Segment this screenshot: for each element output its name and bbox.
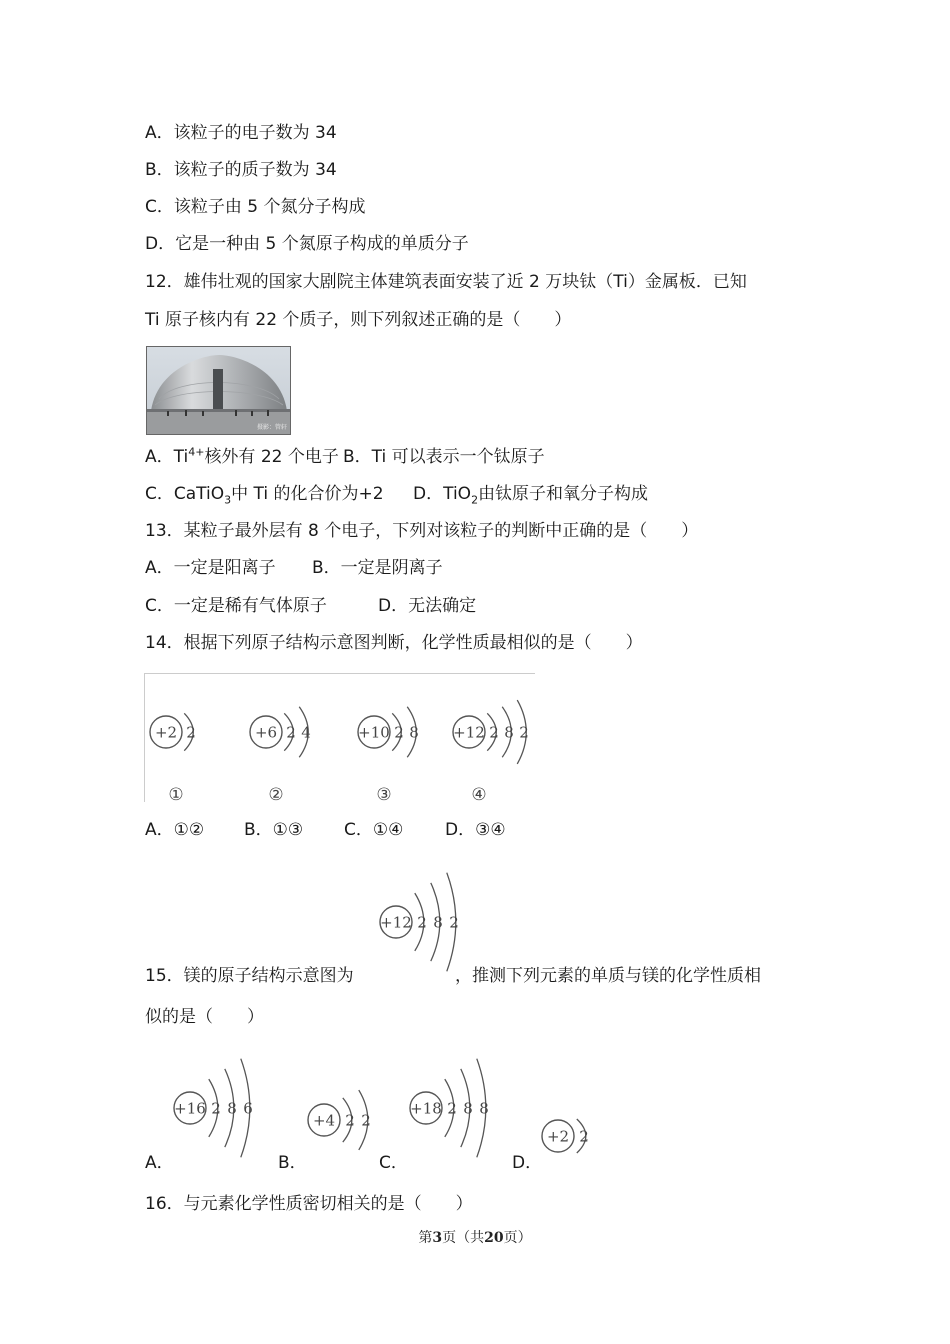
q14-atom-4-shell-electrons-1: 2 — [489, 723, 499, 742]
q11-option-c: C．该粒子由 5 个氮分子构成 — [145, 197, 366, 217]
q15-mg-nucleus-charge: +12 — [380, 913, 412, 932]
q15-stem-line2: 似的是（ ） — [145, 1007, 264, 1027]
q14-atom-2-atom — [250, 707, 311, 758]
q15-option-1-atom — [308, 1090, 371, 1150]
q14-atom-1-shell-electrons-1: 2 — [186, 723, 196, 742]
q14-atom-4-nucleus-charge: +12 — [453, 723, 485, 742]
q14-atom-2-shell-electrons-1: 2 — [286, 723, 296, 742]
q15-option-0-nucleus-charge: +16 — [174, 1099, 206, 1118]
q11-option-a: A．该粒子的电子数为 34 — [145, 123, 337, 143]
q12-stem-line1: 12．雄伟壮观的国家大剧院主体建筑表面安装了近 2 万块钛（Ti）金属板．已知 — [145, 272, 747, 292]
q15-option-a-atom — [166, 1044, 266, 1172]
q13-option-b: B．一定是阴离子 — [312, 558, 443, 578]
q15-option-0-shell-electrons-2: 8 — [227, 1099, 237, 1118]
q15-option-2-nucleus-charge: +18 — [410, 1099, 442, 1118]
q15-mg-shell-electrons-1: 2 — [417, 913, 427, 932]
q12-option-b: B．Ti 可以表示一个钛原子 — [343, 447, 545, 467]
q14-atom-2-nucleus-charge: +6 — [254, 723, 278, 742]
q15-option-b-label: B． — [278, 1153, 307, 1173]
q14-option-b: B．①③ — [244, 820, 304, 840]
q14-atom-label-2: ② — [268, 785, 284, 805]
q15-option-3-shell-electrons-1: 2 — [579, 1127, 589, 1146]
q14-atom-diagrams — [144, 674, 544, 804]
q15-option-2-shell-electrons-1: 2 — [447, 1099, 457, 1118]
q15-stem-prefix: 15．镁的原子结构示意图为 — [145, 966, 354, 986]
photo-caption: 摄影：管轩 — [257, 424, 288, 431]
q15-option-1-nucleus-charge: +4 — [312, 1111, 336, 1130]
q16-stem: 16．与元素化学性质密切相关的是（ ） — [145, 1194, 473, 1214]
q15-option-c-label: C． — [379, 1153, 408, 1173]
q14-option-c: C．①④ — [344, 820, 404, 840]
q14-option-a: A．①② — [145, 820, 205, 840]
q14-atom-3-shell-electrons-2: 8 — [409, 723, 419, 742]
q13-option-c: C．一定是稀有气体原子 — [145, 596, 327, 616]
q14-atom-2-shell-electrons-2: 4 — [301, 723, 311, 742]
grand-theater-image — [147, 347, 290, 434]
q15-option-2-shell-electrons-2: 8 — [463, 1099, 473, 1118]
q15-option-0-atom — [174, 1059, 253, 1158]
q13-stem: 13．某粒子最外层有 8 个电子，下列对该粒子的判断中正确的是（ ） — [145, 521, 699, 541]
q15-stem-suffix: ，推测下列元素的单质与镁的化学性质相 — [455, 966, 761, 986]
q15-option-b-atom — [302, 1068, 382, 1172]
q11-option-d: D．它是一种由 5 个氮原子构成的单质分子 — [145, 234, 469, 254]
q14-atom-4-atom — [453, 700, 529, 764]
q14-atom-1-nucleus-charge: +2 — [154, 723, 178, 742]
q15-option-1-shell-electrons-1: 2 — [345, 1111, 355, 1130]
q15-mg-shell-electrons-2: 8 — [433, 913, 443, 932]
q15-option-a-label: A． — [145, 1153, 174, 1173]
q15-option-d-atom — [538, 1100, 608, 1172]
q14-stem: 14．根据下列原子结构示意图判断，化学性质最相似的是（ ） — [145, 633, 643, 653]
q12-stem-line2: Ti 原子核内有 22 个质子，则下列叙述正确的是（ ） — [145, 310, 572, 330]
q14-atom-3-atom — [358, 707, 419, 758]
q11-option-b: B．该粒子的质子数为 34 — [145, 160, 337, 180]
q14-atom-label-3: ③ — [376, 785, 392, 805]
theater-photo — [146, 346, 291, 435]
q14-atom-3-nucleus-charge: +10 — [358, 723, 390, 742]
q12-option-c: C．CaTiO$_3$中 Ti 的化合价为+2 — [145, 484, 384, 507]
q15-option-c-atom — [402, 1044, 502, 1172]
q15-option-3-atom — [542, 1119, 589, 1153]
q13-option-a: A．一定是阳离子 — [145, 558, 276, 578]
q13-option-d: D．无法确定 — [378, 596, 477, 616]
q15-option-2-atom — [410, 1059, 489, 1158]
q12-option-a: A．$Ti^{4+}$核外有 22 个电子 — [145, 445, 339, 467]
q14-option-d: D．③④ — [445, 820, 506, 840]
q15-option-3-nucleus-charge: +2 — [546, 1127, 570, 1146]
q14-atom-label-1: ① — [168, 785, 184, 805]
current-page-number: 3 — [432, 1230, 443, 1246]
q14-atom-4-shell-electrons-2: 8 — [504, 723, 514, 742]
q15-option-d-label: D． — [512, 1153, 543, 1173]
q14-atom-4-shell-electrons-3: 2 — [519, 723, 529, 742]
q14-atom-3-shell-electrons-1: 2 — [394, 723, 404, 742]
page-footer: 第3页（共20页） — [418, 1230, 532, 1246]
q15-option-1-shell-electrons-2: 2 — [361, 1111, 371, 1130]
total-page-count: 20 — [484, 1230, 504, 1246]
q15-mg-atom — [380, 873, 459, 972]
q15-mg-shell-electrons-3: 2 — [449, 913, 459, 932]
q12-option-d: D．TiO$_2$由钛原子和氧分子构成 — [413, 484, 649, 507]
q15-option-0-shell-electrons-1: 2 — [211, 1099, 221, 1118]
q14-atom-1-atom — [150, 713, 196, 750]
q15-option-0-shell-electrons-3: 6 — [243, 1099, 253, 1118]
q14-atom-label-4: ④ — [471, 785, 487, 805]
q15-option-2-shell-electrons-3: 8 — [479, 1099, 489, 1118]
